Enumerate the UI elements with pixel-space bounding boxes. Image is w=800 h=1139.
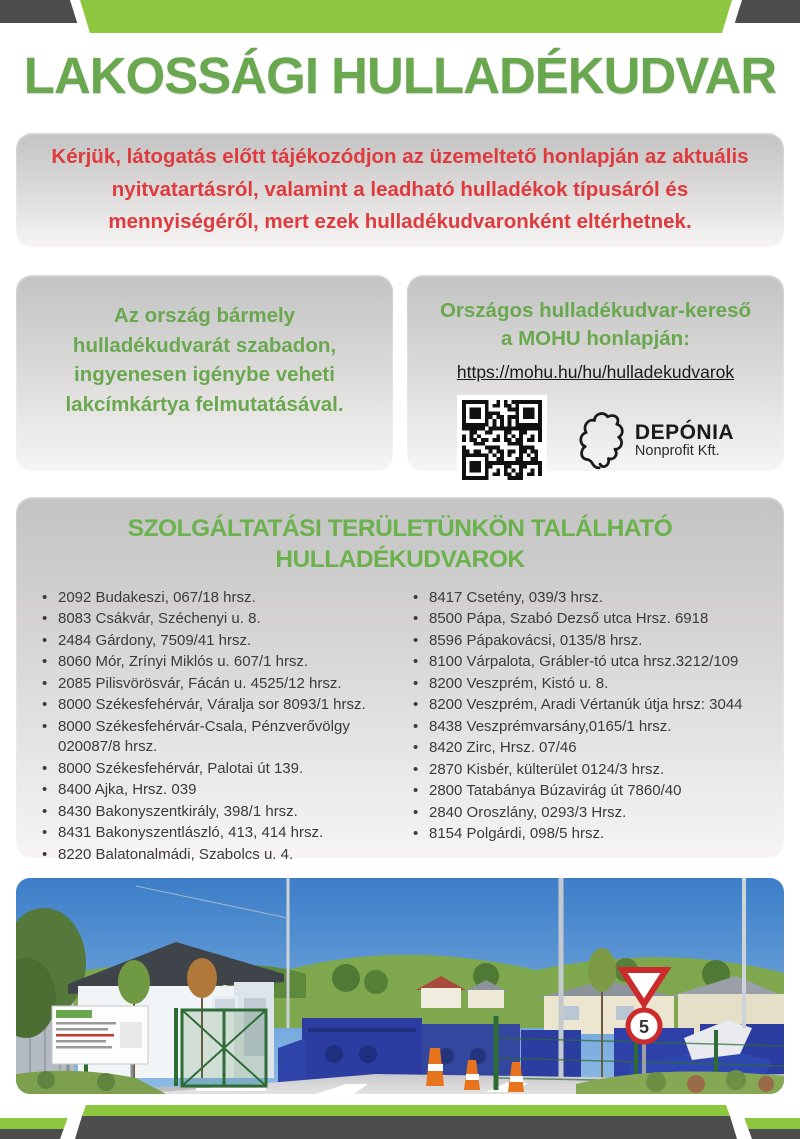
list-item: • 8596 Pápakovácsi, 0135/8 hrsz.: [409, 631, 762, 652]
list-item: • 8431 Bakonyszentlászló, 413, 414 hrsz.: [38, 823, 391, 844]
list-item: • 8154 Polgárdi, 098/5 hrsz.: [409, 824, 762, 845]
list-item: • 8417 Csetény, 039/3 hrsz.: [409, 588, 762, 609]
bottom-band-gray: [75, 1116, 737, 1139]
svg-text:5: 5: [638, 1017, 650, 1037]
qr-code-icon: [457, 395, 547, 485]
bottom-band-green: [82, 1105, 730, 1116]
list-item: • 2085 Pilisvörösvár, Fácán u. 4525/12 hrsz.: [38, 674, 391, 695]
list-item: • 8500 Pápa, Szabó Dezső utca Hrsz. 6918: [409, 609, 762, 630]
list-item: • 8400 Ajka, Hrsz. 039: [38, 780, 391, 801]
page-title: LAKOSSÁGI HULLADÉKUDVAR: [23, 47, 777, 104]
directory-box: [16, 497, 784, 863]
free-use-text: Az ország bármely hulladékudvarát szabadon, ingyenesen igénybe veheti lakcímkártya felmutatásával.: [65, 304, 344, 417]
list-item: • 8000 Székesfehérvár, Palotai út 139.: [38, 759, 391, 780]
list-item: • 8438 Veszprémvarsány,0165/1 hrsz.: [409, 717, 762, 738]
mohu-box: [407, 275, 784, 471]
directory-title-line2: HULLADÉKUDVAROK: [275, 546, 525, 574]
list-item: • 8000 Székesfehérvár-Csala, Pénzverővölgy 020087/8 hrsz.: [38, 717, 391, 758]
list-item: • 2092 Budakeszi, 067/18 hrsz.: [38, 588, 391, 609]
list-item: • 2840 Oroszlány, 0293/3 Hrsz.: [409, 803, 762, 824]
mohu-heading: Országos hulladékudvar-kereső a MOHU honlapján:: [439, 299, 752, 350]
mohu-row: [407, 395, 784, 485]
list-item: • 2484 Gárdony, 7509/41 hrsz.: [38, 631, 391, 652]
deponia-tree-icon: [575, 408, 627, 472]
waste-yard-photo: [16, 878, 784, 1094]
directory-column-left: [38, 588, 391, 867]
top-band-green: [80, 0, 732, 33]
list-item: • 8083 Csákvár, Széchenyi u. 8.: [38, 609, 391, 630]
deponia-name: DEPÓNIA: [634, 420, 735, 444]
list-item: • 8060 Mór, Zrínyi Miklós u. 607/1 hrsz.: [38, 652, 391, 673]
deponia-logo: [575, 408, 734, 472]
directory-title: [16, 497, 784, 576]
directory-title-line1: SZOLGÁLTATÁSI TERÜLETÜNKÖN TALÁLHATÓ: [127, 515, 673, 542]
notice-box: [16, 133, 784, 247]
deponia-subtitle: Nonprofit Kft.: [634, 442, 720, 459]
list-item: • 8200 Veszprém, Kistó u. 8.: [409, 674, 762, 695]
list-item: • 8430 Bakonyszentkirály, 398/1 hrsz.: [38, 802, 391, 823]
list-item: • 2870 Kisbér, külterület 0124/3 hrsz.: [409, 760, 762, 781]
list-item: • 8000 Székesfehérvár, Váralja sor 8093/1 hrsz.: [38, 695, 391, 716]
notice-text: Kérjük, látogatás előtt tájékozódjon az üzemeltető honlapján az aktuális nyitvatartásról, valamint a leadható hulladékok típusáról és mennyiségéről, mert ezek hulladékudvaronként eltérhetnek.: [51, 144, 749, 234]
directory-column-right: [409, 588, 762, 867]
list-item: • 2800 Tatabánya Búzavirág út 7860/40: [409, 781, 762, 802]
list-item: • 8420 Zirc, Hrsz. 07/46: [409, 738, 762, 759]
mohu-link[interactable]: https://mohu.hu/hu/hulladekudvarok: [456, 362, 735, 383]
bottom-band-decoration: [0, 1099, 800, 1139]
free-use-box: [16, 275, 393, 471]
list-item: • 8100 Várpalota, Grábler-tó utca hrsz.3212/109: [409, 652, 762, 673]
list-item: • 8200 Veszprém, Aradi Vértanúk útja hrsz: 3044: [409, 695, 762, 716]
directory-columns: [16, 576, 784, 867]
top-band-decoration: [0, 0, 800, 40]
list-item: • 8220 Balatonalmádi, Szabolcs u. 4.: [38, 845, 391, 866]
